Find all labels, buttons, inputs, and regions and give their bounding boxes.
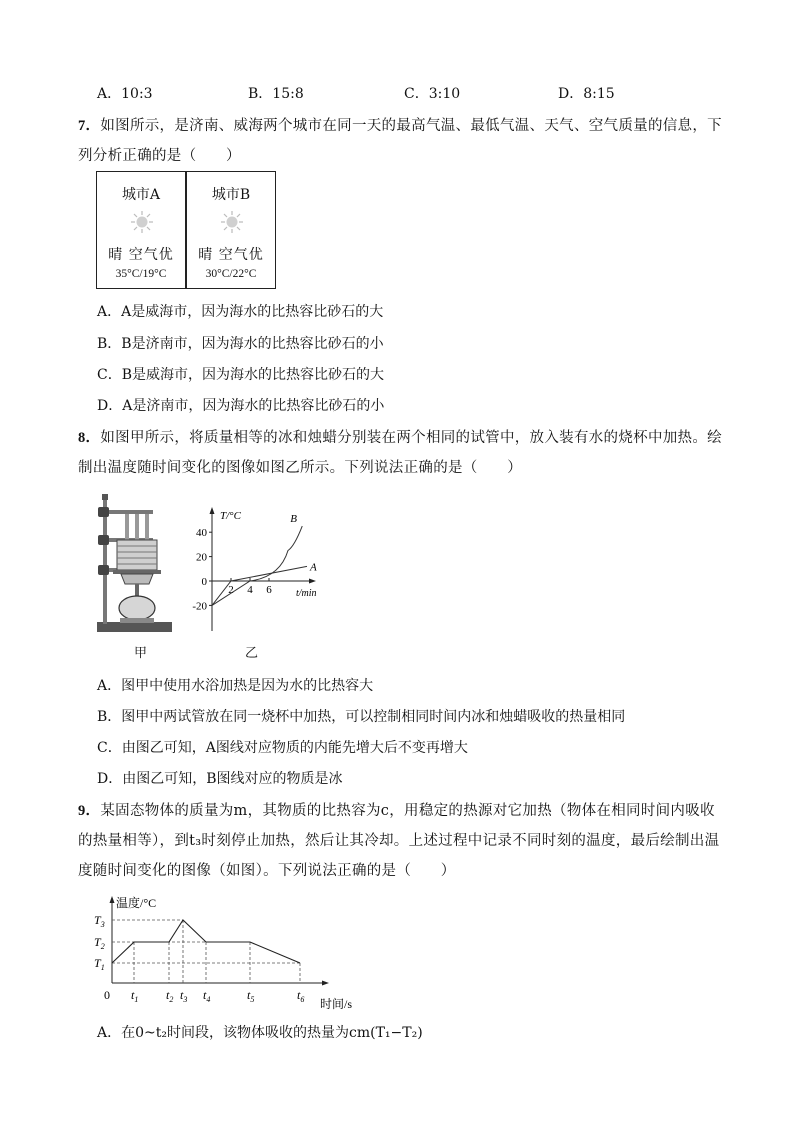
q6-option-c	[404, 83, 460, 103]
q9-y-arrow	[110, 896, 115, 903]
city-a-card	[96, 171, 186, 289]
q9-x-tick-label: $t_2$	[166, 988, 174, 1004]
q8-x-arrow	[309, 579, 316, 584]
q7-option-a: A．A是威海市，因为海水的比热容比砂石的大	[97, 304, 384, 320]
q8-y-arrow	[210, 507, 215, 514]
city-a-temp: 35°C/19°C	[115, 268, 167, 280]
q8-series-label-b: B	[290, 513, 297, 526]
q8-x-tick-label: 2	[228, 584, 234, 596]
q7-stem-line1	[78, 114, 722, 135]
city-a-weather: 晴 空气优	[108, 247, 174, 263]
lab-apparatus-figure	[95, 490, 180, 638]
q9-y-tick-label: $T_3$	[94, 913, 105, 929]
q9-x-tick-label: $t_5$	[247, 988, 255, 1004]
q8-y-tick-label: 0	[201, 576, 207, 588]
q6-option-d-text: 8:15	[583, 86, 615, 102]
q8-series-line-a	[212, 566, 307, 605]
q9-stem-line3: 度随时间变化的图像（如图）。下列说法正确的是（ ）	[78, 863, 456, 879]
q9-x-tick-label: $t_3$	[180, 988, 188, 1004]
q9-x-tick-label: $t_4$	[203, 988, 211, 1004]
q8-number: 8．	[78, 430, 101, 446]
q8-stem-line1	[78, 426, 722, 447]
q9-x-label: 时间/s	[320, 997, 353, 1011]
q8-x-tick-label: 4	[247, 584, 253, 596]
q8-option-c: C．由图乙可知，A图线对应物质的内能先增大后不变再增大	[97, 740, 468, 756]
q9-temperature-chart	[90, 893, 380, 1018]
city-b-card	[186, 171, 276, 289]
q8-y-tick-label: 40	[196, 527, 207, 540]
q6-option-a	[97, 83, 153, 103]
q6-option-c-text: 3:10	[428, 86, 461, 102]
q8-y-label: T/°C	[220, 510, 241, 522]
q6-option-b-text: 15:8	[272, 86, 304, 102]
city-a-name: 城市A	[121, 187, 161, 203]
city-b-weather: 晴 空气优	[198, 247, 264, 263]
sun-icon	[220, 210, 244, 234]
q9-x-tick-label: $t_6$	[297, 988, 305, 1004]
q9-origin-label: 0	[104, 988, 110, 1002]
q7-option-c: C．B是威海市，因为海水的比热容比砂石的大	[97, 367, 384, 383]
q9-x-arrow	[322, 981, 329, 986]
q9-y-tick-label: $T_2$	[94, 935, 105, 951]
q8-temperature-chart	[190, 505, 330, 635]
q8-series-label-a: A	[310, 561, 317, 574]
q6-option-a-text: 10:3	[121, 86, 153, 102]
q6-option-c-letter: C．	[404, 86, 429, 102]
q6-option-b-letter: B．	[248, 86, 273, 102]
q9-number: 9．	[78, 803, 101, 819]
sun-icon	[130, 210, 154, 234]
q9-temperature-line	[112, 920, 300, 963]
fig-jia-caption: 甲	[134, 646, 148, 661]
q8-option-b: B．图甲中两试管放在同一烧杯中加热，可以控制相同时间内冰和烛蜡吸收的热量相同	[97, 709, 626, 725]
q9-y-tick-label: $T_1$	[94, 956, 105, 972]
q8-y-tick-label: 20	[196, 551, 207, 564]
q8-series-line-b	[212, 526, 302, 605]
q8-x-tick-label: 6	[266, 584, 272, 596]
q9-stem-line2: 的热量相等），到t₃时刻停止加热，然后让其冷却。上述过程中记录不同时刻的温度，最后绘制出温	[78, 833, 720, 849]
q7-stem-text: 如图所示，是济南、威海两个城市在同一天的最高气温、最低气温、天气、空气质量的信息，下	[100, 118, 722, 134]
q7-stem-line2: 列分析正确的是（ ）	[78, 148, 241, 164]
fig-yi-caption: 乙	[245, 646, 259, 661]
q8-stem-text: 如图甲所示，将质量相等的冰和烛蜡分别装在两个相同的试管中，放入装有水的烧杯中加热。绘	[100, 430, 722, 446]
q6-option-d-letter: D．	[558, 86, 584, 102]
q9-stem-line1	[78, 799, 715, 820]
q6-option-a-letter: A．	[97, 86, 122, 102]
q9-x-tick-label: $t_1$	[131, 988, 139, 1004]
q8-option-a: A．图甲中使用水浴加热是因为水的比热容大	[97, 678, 374, 694]
q8-x-label: t/min	[296, 588, 317, 599]
q6-option-b	[248, 83, 304, 103]
q8-option-d: D．由图乙可知，B图线对应的物质是冰	[97, 771, 343, 787]
q7-option-d: D．A是济南市，因为海水的比热容比砂石的小	[97, 398, 385, 414]
q8-y-tick-label: -20	[192, 600, 207, 613]
city-b-temp: 30°C/22°C	[205, 268, 257, 280]
q9-option-a: A．在0~t₂时间段，该物体吸收的热量为cm(T₁−T₂)	[97, 1025, 423, 1041]
q8-stem-line2: 制出温度随时间变化的图像如图乙所示。下列说法正确的是（ ）	[78, 460, 522, 476]
q7-number: 7．	[78, 118, 101, 134]
q7-option-b: B．B是济南市，因为海水的比热容比砂石的小	[97, 336, 384, 352]
q9-stem-text: 某固态物体的质量为m，其物质的比热容为c，用稳定的热源对它加热（物体在相同时间内吸收	[100, 803, 715, 819]
q9-y-label: 温度/°C	[116, 896, 157, 910]
q6-option-d	[558, 83, 615, 103]
city-b-name: 城市B	[211, 187, 251, 203]
